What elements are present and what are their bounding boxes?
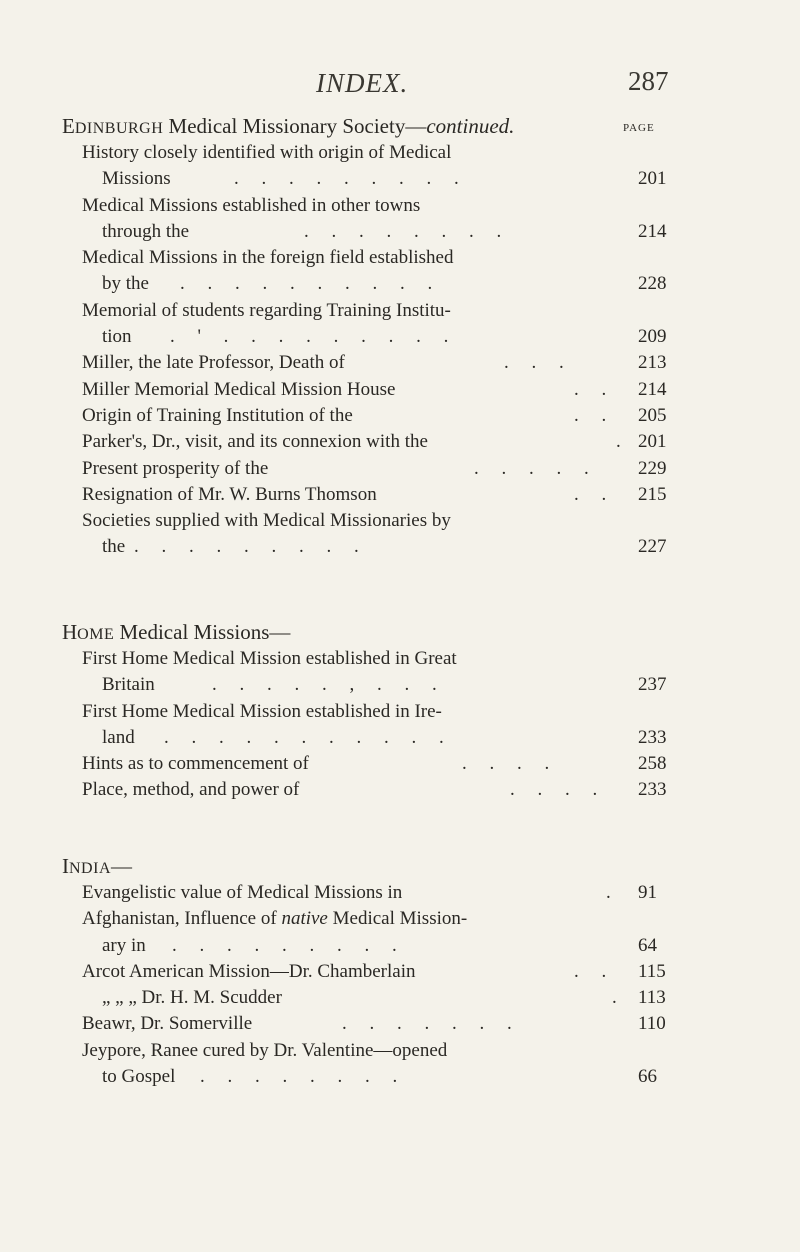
- section-heading: INDIA—: [62, 854, 132, 878]
- index-entry: Medical Missions in the foreign field established by the . . . . . . . . . . 228: [62, 245, 662, 298]
- index-entry: Present prosperity of the . . . . . 229: [62, 456, 662, 482]
- index-entry: First Home Medical Mission established in Great Britain . . . . . , . . . 237: [62, 646, 662, 699]
- page-ref: 205: [638, 404, 667, 426]
- page-ref: 113: [638, 987, 666, 1009]
- page-ref: 233: [638, 779, 667, 801]
- section-edinburgh: [62, 112, 667, 561]
- index-entry: Jeypore, Ranee cured by Dr. Valentine—opened to Gospel . . . . . . . . 66: [62, 1038, 662, 1091]
- index-entry: Miller, the late Professor, Death of . . . 213: [62, 350, 662, 376]
- index-entry: Afghanistan, Influence of native Medical Mission- ary in . . . . . . . . . 64: [62, 906, 662, 959]
- page-ref: 214: [638, 378, 667, 400]
- page-ref: 229: [638, 457, 667, 479]
- index-entry: History closely identified with origin of Medical Missions . . . . . . . . . 201: [62, 140, 662, 193]
- index-entry: Evangelistic value of Medical Missions in . 91: [62, 880, 662, 906]
- page-ref: 215: [638, 483, 667, 505]
- page-ref: 110: [638, 1013, 666, 1035]
- page-ref: 258: [638, 753, 667, 775]
- page-ref: 201: [638, 168, 667, 190]
- continued-label: continued.: [426, 114, 515, 138]
- page-number: 287: [628, 66, 669, 96]
- index-entry: Parker's, Dr., visit, and its connexion with the . 201: [62, 429, 662, 455]
- index-entry: Beawr, Dr. Somerville . . . . . . . 110: [62, 1011, 662, 1037]
- index-entry: Resignation of Mr. W. Burns Thomson . . 215: [62, 482, 662, 508]
- page-ref: 213: [638, 352, 667, 374]
- index-entry: Origin of Training Institution of the . . 205: [62, 403, 662, 429]
- section-heading: HOME Medical Missions—: [62, 620, 291, 644]
- index-entry: Memorial of students regarding Training Institu- tion . ' . . . . . . . . . 209: [62, 298, 662, 351]
- page-ref: 233: [638, 726, 667, 748]
- page-ref: 201: [638, 431, 667, 453]
- index-entry: Medical Missions established in other towns through the . . . . . . . . 214: [62, 193, 662, 246]
- page-ref: 214: [638, 220, 667, 242]
- index-entry: Place, method, and power of . . . . 233: [62, 777, 662, 803]
- page-ref: 209: [638, 326, 667, 348]
- running-head: [0, 68, 800, 108]
- page-ref: 64: [638, 934, 657, 956]
- page-column-label: PAGE: [623, 122, 655, 134]
- index-entry: First Home Medical Mission established in Ire- land . . . . . . . . . . . 233: [62, 699, 662, 752]
- index-entry: Miller Memorial Medical Mission House . . 214: [62, 377, 662, 403]
- page-ref: 91: [638, 882, 657, 903]
- page-ref: 115: [638, 960, 666, 982]
- section-india: [62, 852, 666, 1090]
- page-ref: 227: [638, 536, 667, 558]
- index-entry: Societies supplied with Medical Missionaries by the . . . . . . . . . 227: [62, 508, 662, 561]
- index-entry: „ „ „ Dr. H. M. Scudder . 113: [62, 985, 662, 1011]
- page-ref: 237: [638, 674, 667, 696]
- index-entry: Hints as to commencement of . . . . 258: [62, 751, 662, 777]
- index-entry: Arcot American Mission—Dr. Chamberlain . . 115: [62, 959, 662, 985]
- page-ref: 228: [638, 273, 667, 295]
- running-title: INDEX.: [316, 68, 409, 98]
- section-home: [62, 618, 667, 804]
- section-heading: EDINBURGH Medical Missionary Society—continued. PAGE: [62, 112, 662, 140]
- page-ref: 66: [638, 1066, 657, 1088]
